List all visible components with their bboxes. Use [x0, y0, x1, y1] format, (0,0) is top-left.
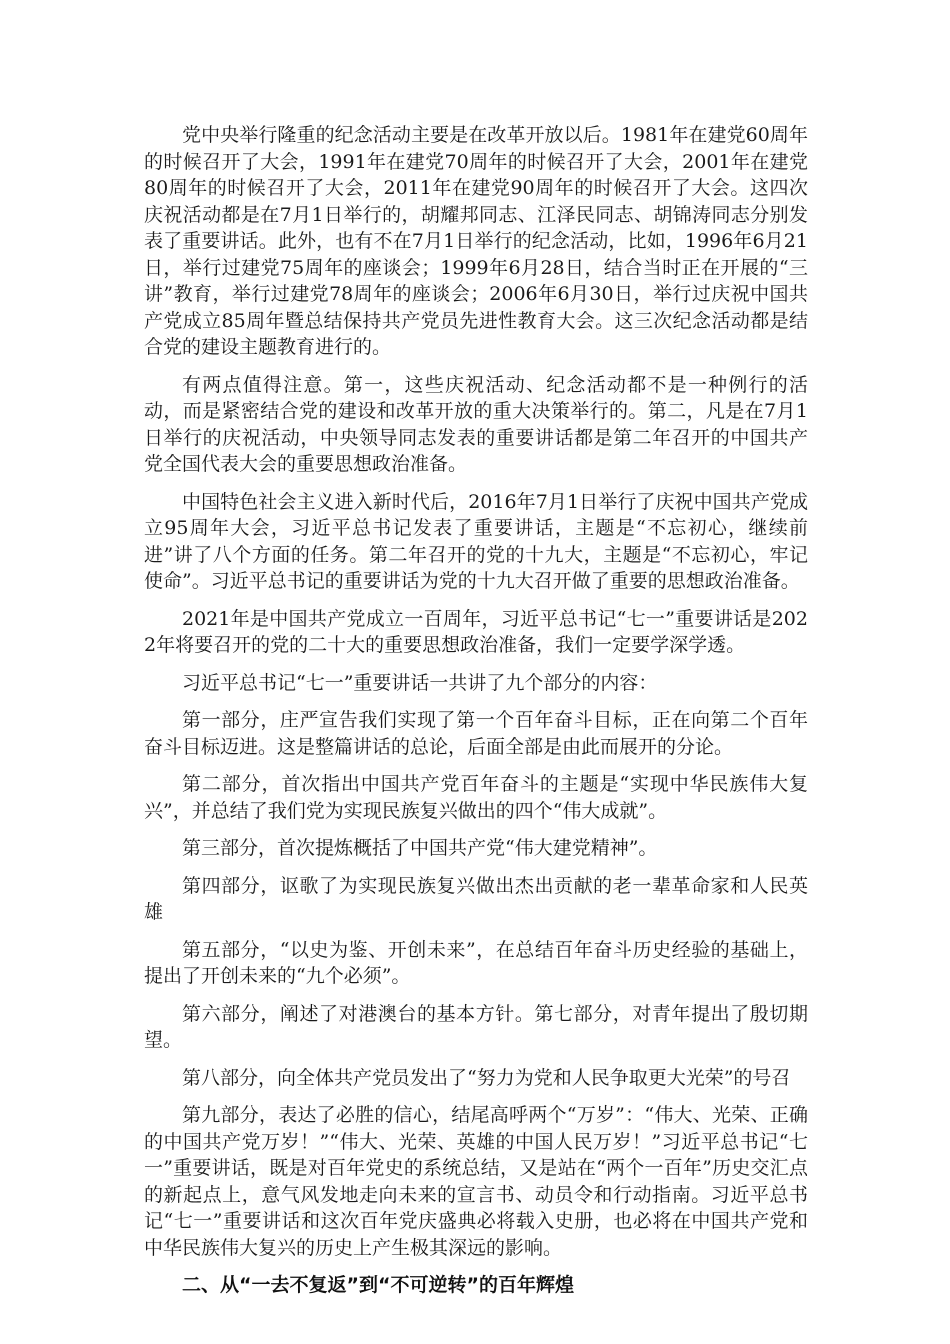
paragraph-part-eight: 第八部分，向全体共产党员发出了“努力为党和人民争取更大光荣”的号召: [182, 1066, 791, 1089]
paragraph-part-five: 第五部分，“以史为鉴、开创未来”，在总结百年奋斗历史经验的基础上，提出了开创未来的“九个必须”。: [144, 938, 808, 987]
paragraph-part-one: 第一部分，庄严宣告我们实现了第一个百年奋斗目标，正在向第二个百年奋斗目标迈进。这是整篇讲话的总论，后面全部是由此而展开的分论。: [144, 709, 808, 758]
paragraph-centenary: 2021年是中国共产党成立一百周年，习近平总书记“七一”重要讲话是2022年将要召开的党的二十大的重要思想政治准备，我们一定要学深学透。: [144, 607, 808, 656]
paragraph-nine-parts-intro: 习近平总书记“七一”重要讲话一共讲了九个部分的内容：: [182, 671, 658, 694]
section-heading: 二、从“一去不复返”到“不可逆转”的百年辉煌: [182, 1274, 574, 1296]
paragraph-part-nine: 第九部分，表达了必胜的信心，结尾高呼两个“万岁”：“伟大、光荣、正确的中国共产党万岁！”“伟大、光荣、英雄的中国人民万岁！”习近平总书记“七一”重要讲话，既是对百年党史的系统总结，又是站在“两个一百年”历史交汇点的新起点上，意气风发地走向未来的宣言书、动员令和行动指南。习近平总书记“七一”重要讲话和这次百年党庆盛典必将载入史册，也必将在中国共产党和中华民族伟大复兴的历史上产生极其深远的影响。: [144, 1104, 808, 1259]
paragraph-part-four: 第四部分，讴歌了为实现民族复兴做出杰出贡献的老一辈革命家和人民英雄: [144, 874, 808, 923]
paragraph-anniversary-history: 党中央举行隆重的纪念活动主要是在改革开放以后。1981年在建党60周年的时候召开了大会，1991年在建党70周年的时候召开了大会，2001年在建党80周年的时候召开了大会，2011年在建党90周年的时候召开了大会。这四次庆祝活动都是在7月1日举行的，胡耀邦同志、江泽民同志、胡锦涛同志分别发表了重要讲话。此外，也有不在7月1日举行的纪念活动，比如，1996年6月21日，举行过建党75周年的座谈会；1999年6月28日，结合当时正在开展的“三讲”教育，举行过建党78周年的座谈会；2006年6月30日，举行过庆祝中国共产党成立85周年暨总结保持共产党员先进性教育大会。这三次纪念活动都是结合党的建设主题教育进行的。: [144, 124, 808, 358]
paragraph-part-three: 第三部分，首次提炼概括了中国共产党“伟大建党精神”。: [182, 837, 658, 859]
document-body: [144, 122, 808, 1299]
paragraph-part-six-seven: 第六部分，阐述了对港澳台的基本方针。第七部分，对青年提出了殷切期望。: [144, 1002, 808, 1051]
paragraph-new-era: 中国特色社会主义进入新时代后，2016年7月1日举行了庆祝中国共产党成立95周年大会，习近平总书记发表了重要讲话，主题是“不忘初心，继续前进”讲了八个方面的任务。第二年召开的党的十九大，主题是“不忘初心，牢记使命”。习近平总书记的重要讲话为党的十九大召开做了重要的思想政治准备。: [144, 490, 808, 592]
paragraph-two-points: 有两点值得注意。第一，这些庆祝活动、纪念活动都不是一种例行的活动，而是紧密结合党的建设和改革开放的重大决策举行的。第二，凡是在7月1日举行的庆祝活动，中央领导同志发表的重要讲话都是第二年召开的中国共产党全国代表大会的重要思想政治准备。: [144, 373, 808, 475]
paragraph-part-two: 第二部分，首次指出中国共产党百年奋斗的主题是“实现中华民族伟大复兴”，并总结了我们党为实现民族复兴做出的四个“伟大成就”。: [144, 773, 808, 822]
